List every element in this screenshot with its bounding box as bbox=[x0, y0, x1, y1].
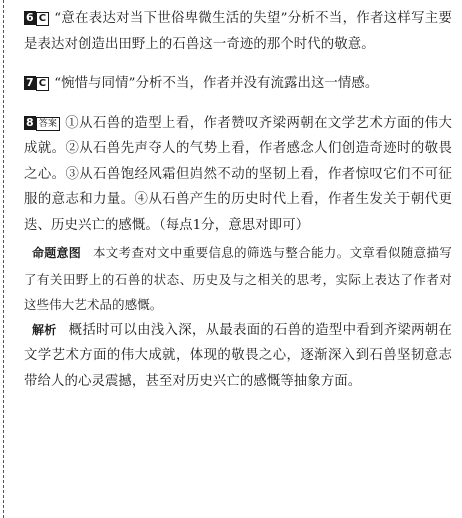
answer-choice-badge: C bbox=[36, 12, 49, 26]
answer-label-badge: 答案 bbox=[36, 117, 60, 131]
answer-item-6 bbox=[24, 6, 452, 57]
margin-dashed-rule bbox=[3, 0, 4, 518]
question-number-badge: 7 bbox=[26, 76, 34, 89]
answer-item-8 bbox=[24, 111, 452, 239]
answer-item-7 bbox=[24, 71, 452, 97]
analysis bbox=[24, 318, 452, 395]
intent-label: 命题意图 bbox=[32, 246, 81, 260]
answer-text: ①从石兽的造型上看，作者赞叹齐梁两朝在文学艺术方面的伟大成就。②从石兽先声夺人的气势上看，作者感念人们创造奇迹时的敬畏之心。③从石兽饱经风霜但岿然不动的坚韧上看，作者惊叹它们不可征服的意志和力量。④从石兽产生的历史时代上看，作者生发关于朝代更迭、历史兴亡的感慨。（每点1分，意思对即可） bbox=[24, 115, 452, 233]
question-intent bbox=[24, 240, 452, 318]
analysis-text: 概括时可以由浅入深，从最表面的石兽的造型中看到齐梁两朝在文学艺术方面的伟大成就，体现的敬畏之心，逐渐深入到石兽坚韧意志带给人的心灵震撼，甚至对历史兴亡的感慨等抽象方面。 bbox=[24, 322, 452, 389]
intent-text: 本文考查对文中重要信息的筛选与整合能力。文章看似随意描写了有关田野上的石兽的状态、历史及与之相关的思考，实际上表达了作者对这些伟大艺术品的感慨。 bbox=[24, 245, 452, 312]
answer-text: “意在表达对当下世俗卑微生活的失望”分析不当，作者这样写主要是表达对创造出田野上的石兽这一奇迹的那个时代的敬意。 bbox=[24, 11, 452, 52]
answer-choice-badge: C bbox=[36, 77, 49, 91]
question-number-badge: 8 bbox=[26, 115, 34, 129]
question-number-badge: 6 bbox=[26, 11, 34, 24]
analysis-label: 解析 bbox=[32, 322, 57, 337]
answer-text: “惋惜与同情”分析不当，作者并没有流露出这一情感。 bbox=[54, 76, 379, 91]
answer-section bbox=[24, 6, 452, 394]
